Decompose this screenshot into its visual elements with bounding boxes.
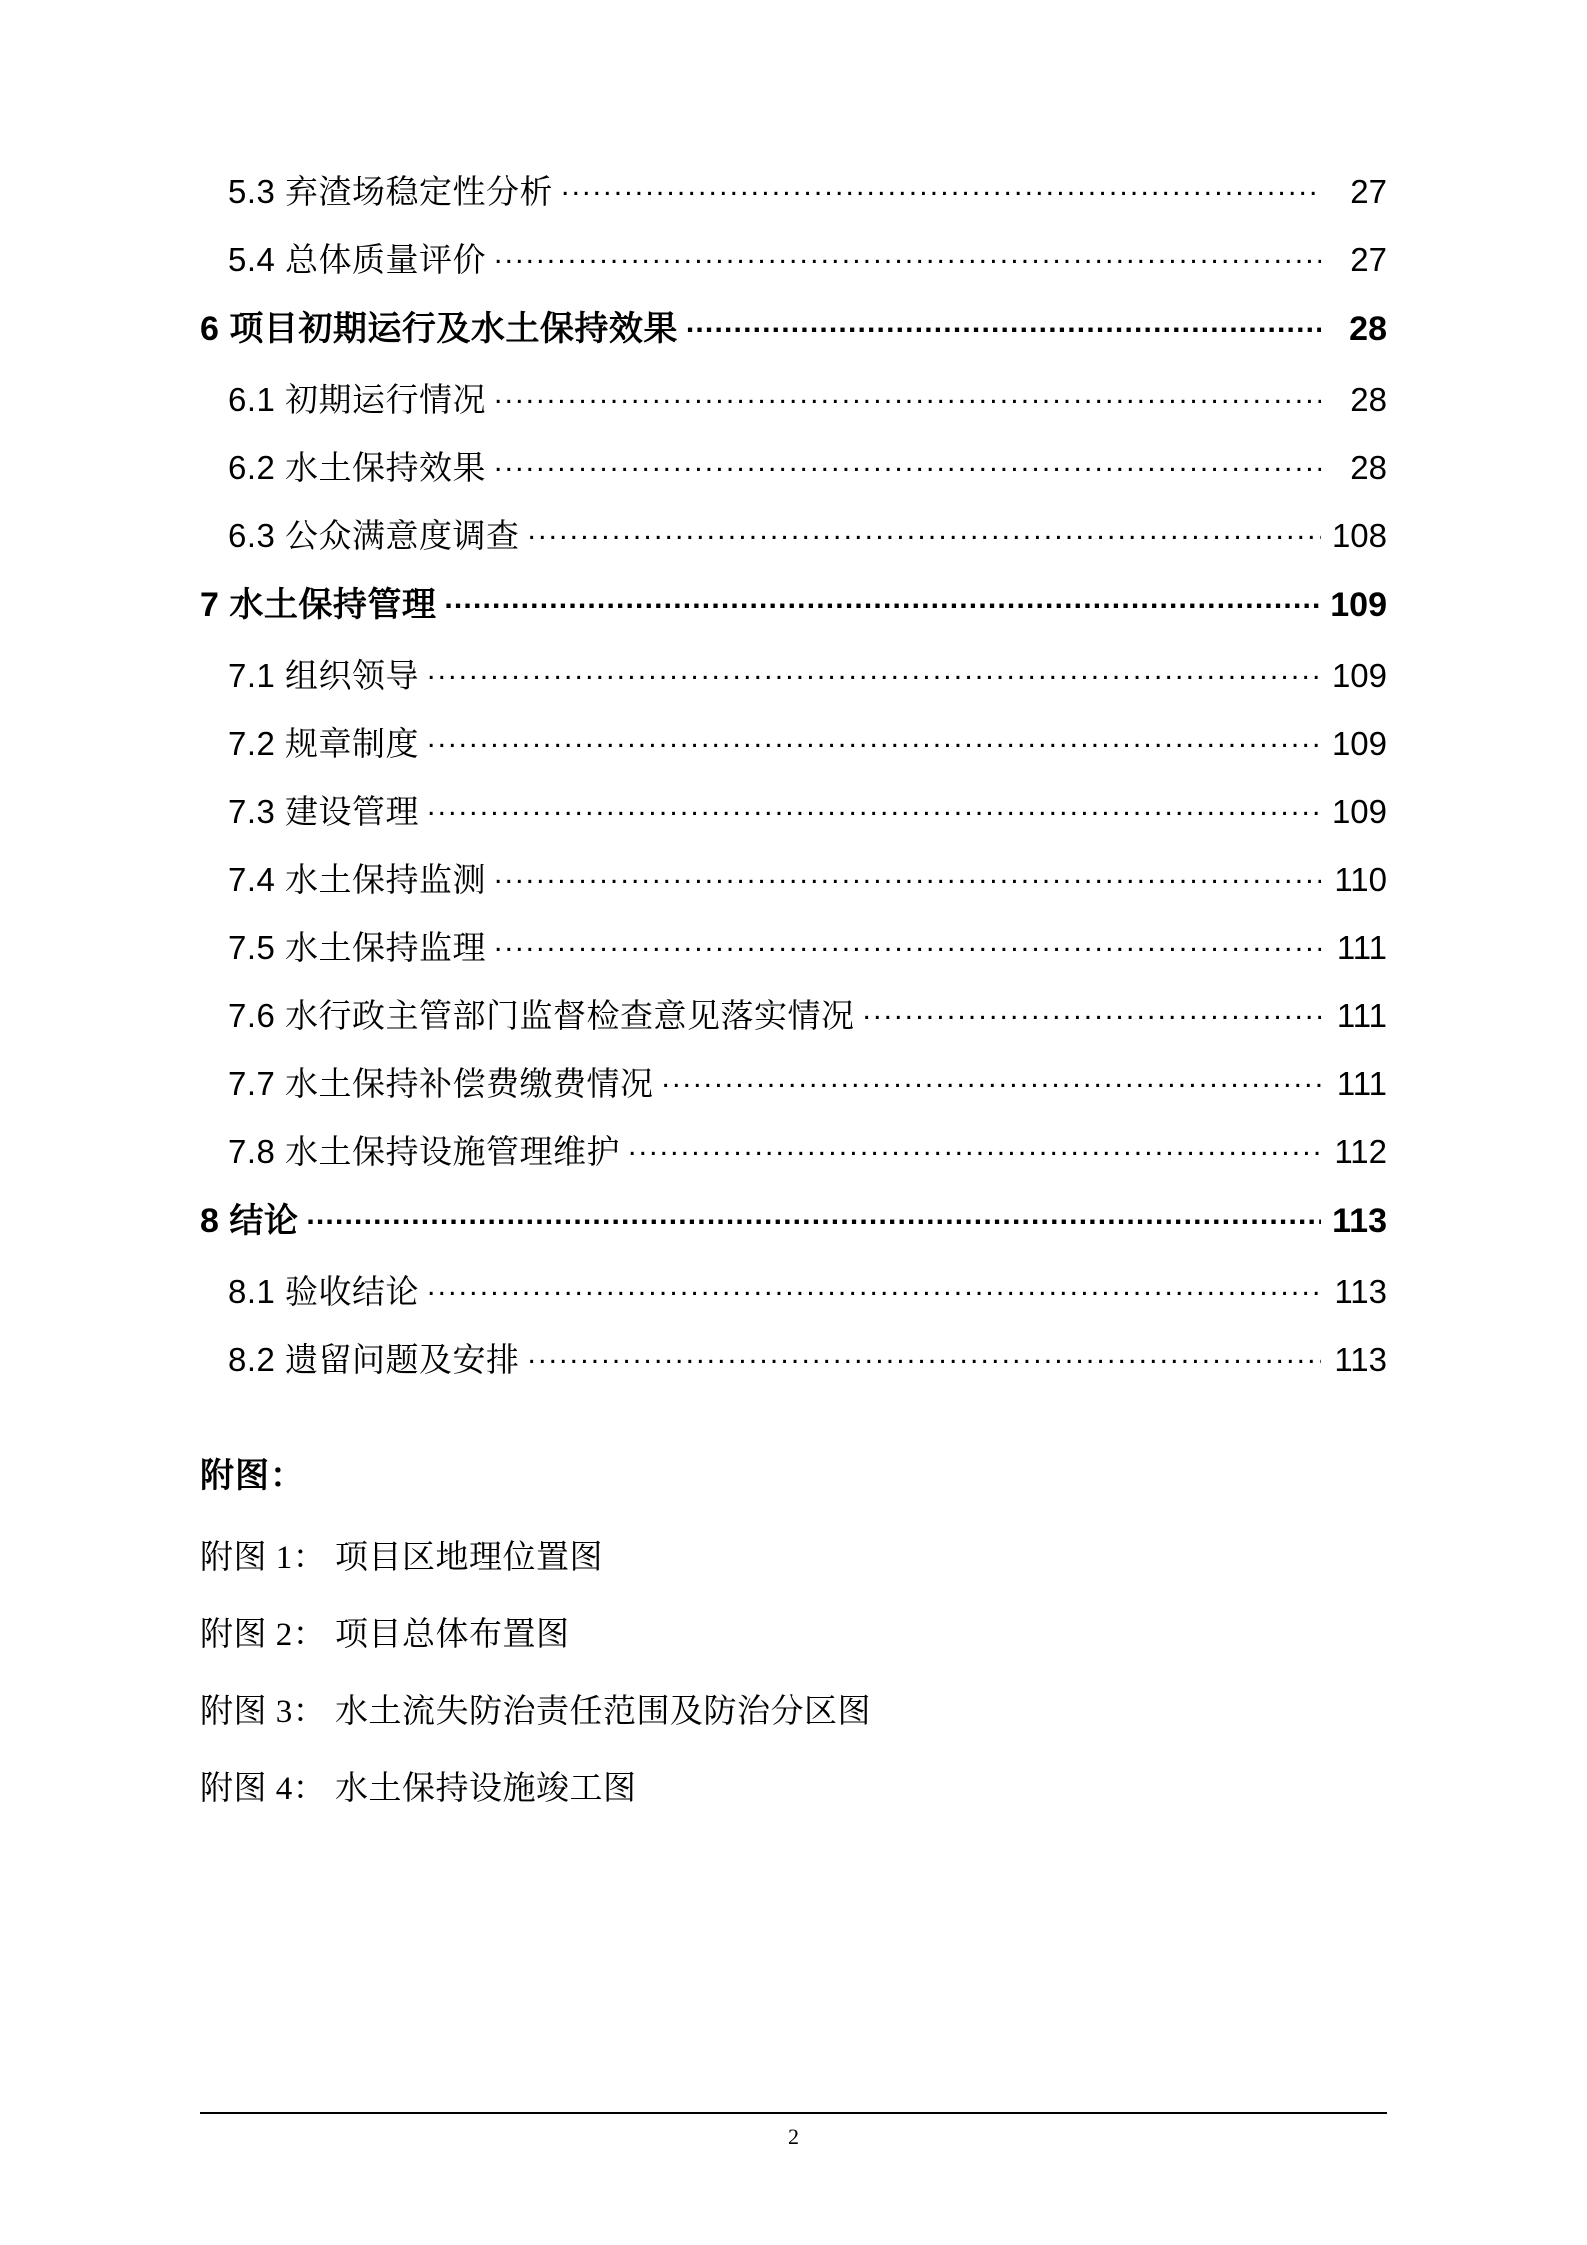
- toc-entry[interactable]: [200, 378, 1387, 416]
- toc-entry[interactable]: [200, 514, 1387, 552]
- toc-entry[interactable]: [200, 582, 1387, 622]
- appendix-heading: 附图：: [200, 1457, 305, 1495]
- toc-entry[interactable]: [200, 722, 1387, 760]
- toc-entry[interactable]: [200, 654, 1387, 692]
- toc-leader-dots: [528, 514, 1321, 547]
- toc-entry[interactable]: [200, 994, 1387, 1032]
- toc-entry-title: 7.2 规章制度: [228, 725, 420, 762]
- toc-entry-page: 109: [1331, 657, 1387, 694]
- toc-entry-title: 7.4 水土保持监测: [228, 861, 487, 898]
- toc-entry-page: 109: [1330, 586, 1387, 624]
- toc-entry[interactable]: [200, 238, 1387, 276]
- table-of-contents: [200, 170, 1387, 1376]
- toc-entry[interactable]: [200, 926, 1387, 964]
- toc-entry-title: 7.1 组织领导: [228, 657, 420, 694]
- toc-entry-page: 108: [1331, 517, 1387, 554]
- toc-leader-dots: [427, 790, 1321, 823]
- toc-entry[interactable]: [200, 446, 1387, 484]
- toc-entry-title: 8.1 验收结论: [228, 1273, 420, 1310]
- page-footer: [200, 2112, 1387, 2150]
- toc-leader-dots: [427, 722, 1321, 755]
- toc-leader-dots: [528, 1338, 1321, 1371]
- appendix-item: 附图 2： 项目总体布置图: [200, 1617, 570, 1653]
- toc-leader-dots: [494, 446, 1321, 479]
- toc-entry-page: 28: [1350, 381, 1387, 418]
- appendix-item: 附图 3： 水土流失防治责任范围及防治分区图: [200, 1694, 871, 1730]
- toc-entry-title: 8 结论: [200, 1202, 299, 1240]
- toc-leader-dots: [662, 1062, 1321, 1095]
- toc-entry-page: 110: [1334, 861, 1387, 898]
- toc-entry-page: 113: [1334, 1341, 1387, 1378]
- toc-entry-page: 109: [1331, 725, 1387, 762]
- toc-leader-dots: [427, 1270, 1321, 1303]
- toc-leader-dots: [494, 238, 1321, 271]
- toc-leader-dots: [494, 378, 1321, 411]
- toc-entry-page: 113: [1334, 1273, 1387, 1310]
- toc-leader-dots: [427, 654, 1321, 687]
- appendix-item: 附图 1： 项目区地理位置图: [200, 1540, 603, 1576]
- toc-entry-page: 27: [1350, 173, 1387, 210]
- toc-leader-dots: [494, 926, 1321, 959]
- toc-entry[interactable]: [200, 790, 1387, 828]
- appendix-list: [200, 1531, 1387, 1809]
- toc-entry[interactable]: [200, 306, 1387, 346]
- toc-entry-title: 5.4 总体质量评价: [228, 241, 487, 278]
- toc-entry-page: 109: [1331, 793, 1387, 830]
- toc-entry-page: 113: [1332, 1202, 1387, 1240]
- toc-entry-title: 6.2 水土保持效果: [228, 449, 487, 486]
- toc-leader-dots: [686, 306, 1321, 340]
- toc-entry-page: 111: [1336, 929, 1387, 966]
- toc-entry-title: 6.3 公众满意度调查: [228, 517, 520, 554]
- toc-entry-title: 6 项目初期运行及水土保持效果: [200, 310, 678, 348]
- toc-entry-page: 28: [1349, 310, 1387, 348]
- toc-entry[interactable]: [200, 1338, 1387, 1376]
- footer-page-number: 2: [788, 2124, 799, 2149]
- toc-entry-title: 7.6 水行政主管部门监督检查意见落实情况: [228, 997, 855, 1034]
- toc-leader-dots: [444, 582, 1321, 616]
- toc-leader-dots: [561, 170, 1321, 203]
- toc-entry-title: 8.2 遗留问题及安排: [228, 1341, 520, 1378]
- toc-leader-dots: [863, 994, 1321, 1027]
- toc-entry-page: 111: [1336, 997, 1387, 1034]
- toc-entry-title: 7.7 水土保持补偿费缴费情况: [228, 1065, 654, 1102]
- toc-entry[interactable]: [200, 1130, 1387, 1168]
- toc-leader-dots: [494, 858, 1321, 891]
- toc-entry[interactable]: [200, 858, 1387, 896]
- toc-entry-title: 7 水土保持管理: [200, 586, 437, 624]
- toc-entry-page: 112: [1334, 1133, 1387, 1170]
- toc-entry[interactable]: [200, 1062, 1387, 1100]
- toc-leader-dots: [628, 1130, 1321, 1163]
- toc-entry-title: 6.1 初期运行情况: [228, 381, 487, 418]
- toc-entry[interactable]: [200, 1198, 1387, 1238]
- toc-entry[interactable]: [200, 1270, 1387, 1308]
- toc-entry-title: 7.3 建设管理: [228, 793, 420, 830]
- toc-entry-title: 7.5 水土保持监理: [228, 929, 487, 966]
- toc-entry-page: 27: [1350, 241, 1387, 278]
- toc-entry-page: 28: [1350, 449, 1387, 486]
- appendix-section: [200, 1448, 1387, 1809]
- toc-entry-title: 5.3 弃渣场稳定性分析: [228, 173, 554, 210]
- toc-entry[interactable]: [200, 170, 1387, 208]
- appendix-item: 附图 4： 水土保持设施竣工图: [200, 1771, 637, 1807]
- toc-entry-page: 111: [1336, 1065, 1387, 1102]
- toc-entry-title: 7.8 水土保持设施管理维护: [228, 1133, 621, 1170]
- toc-leader-dots: [306, 1198, 1321, 1232]
